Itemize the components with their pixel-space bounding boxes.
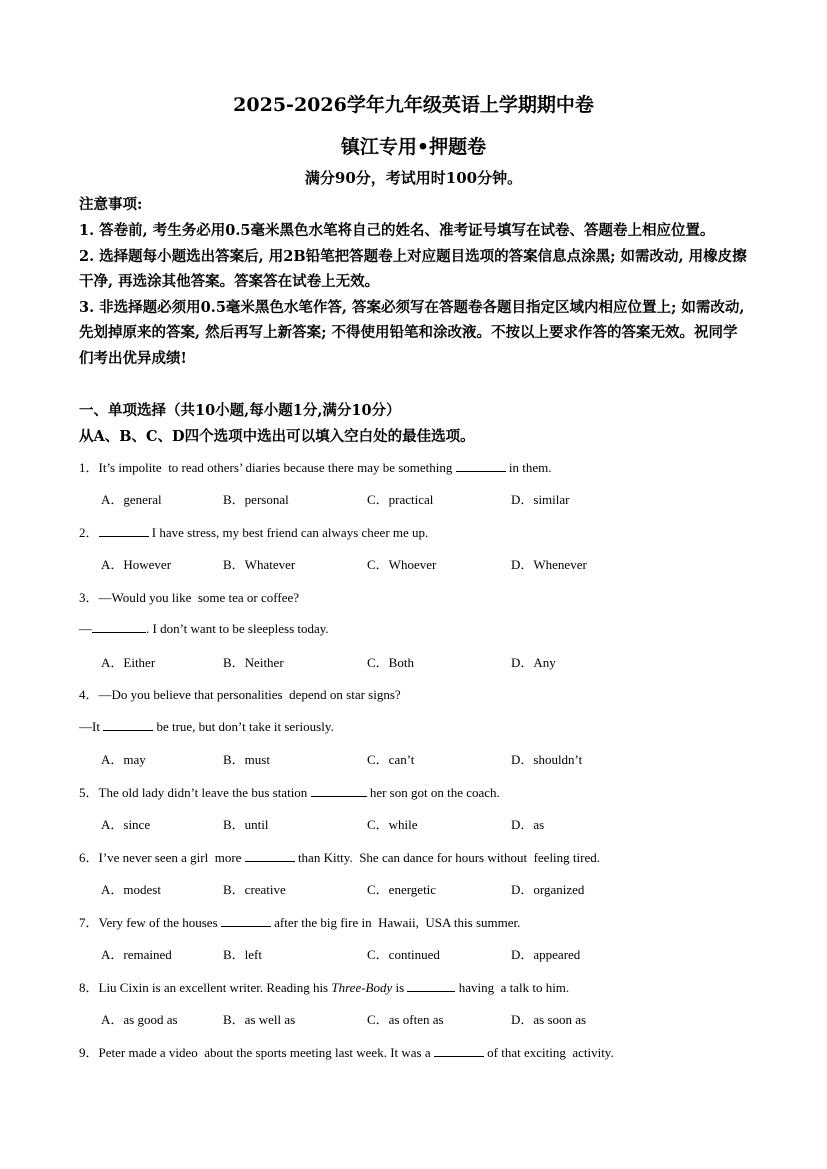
option-c: C．as often as [367, 1012, 444, 1027]
book-title: Three-Body [331, 980, 393, 995]
answer-blank [99, 523, 149, 537]
question-text: of that exciting activity. [483, 1045, 614, 1060]
option-b: B．must [223, 752, 270, 767]
option-b: B．Whatever [223, 557, 296, 572]
option-c: C．can’t [367, 752, 415, 767]
option-b: B．Neither [223, 655, 284, 670]
option-c: C．continued [367, 947, 440, 962]
question-text: I have stress, my best friend can always cheer me up. [148, 525, 429, 540]
question-text: 6．I’ve never seen a girl more [79, 850, 245, 865]
answer-blank [245, 848, 295, 862]
option-b: B．until [223, 817, 269, 832]
section-instruction: 从A、B、C、D四个选项中选出可以填入空白处的最佳选项。 [79, 428, 475, 445]
exam-title: 2025-2026学年九年级英语上学期期中卷 [233, 94, 594, 116]
option-c: C．while [367, 817, 418, 832]
options-1 [101, 489, 661, 507]
options-6 [101, 879, 661, 897]
answer-blank [456, 458, 506, 472]
answer-blank [103, 717, 153, 731]
option-c: C．practical [367, 492, 434, 507]
question-5 [79, 782, 500, 801]
question-8 [79, 977, 569, 996]
option-d: D．Any [511, 655, 556, 670]
notice-item: 3. 非选择题必须用0.5毫米黑色水笔作答, 答案必须写在答题卷各题目指定区域内相应位置上; 如需改动, 先划掉原来的答案, 然后再写上新答案; 不得使用铅笔和涂改液。不按以上要求作答的答案无效。祝同学们考出优异成绩! [79, 298, 745, 367]
question-2 [79, 522, 428, 541]
option-c: C．Both [367, 655, 414, 670]
option-a: A．general [101, 492, 162, 507]
options-3 [101, 652, 661, 670]
option-b: B．creative [223, 882, 286, 897]
question-text: 8．Liu Cixin is an excellent writer. Reading his [79, 980, 332, 995]
question-6 [79, 847, 600, 866]
option-b: B．as well as [223, 1012, 296, 1027]
option-c: C．energetic [367, 882, 437, 897]
options-5 [101, 814, 661, 832]
answer-blank [92, 619, 146, 633]
option-d: D．shouldn’t [511, 752, 583, 767]
option-d: D．appeared [511, 947, 581, 962]
option-d: D．similar [511, 492, 570, 507]
question-text: in them. [505, 460, 552, 475]
option-d: D．as [511, 817, 545, 832]
answer-blank [311, 783, 367, 797]
question-4-reply [79, 717, 334, 735]
option-c: C．Whoever [367, 557, 437, 572]
options-2 [101, 554, 661, 572]
question-text: after the big fire in Hawaii, USA this summer. [270, 915, 521, 930]
question-text: 2． [79, 525, 99, 540]
question-text: 5．The old lady didn’t leave the bus station [79, 785, 311, 800]
question-text: 1．It’s impolite to read others’ diaries because there may be something [79, 460, 456, 475]
option-d: D．Whenever [511, 557, 587, 572]
question-text: than Kitty. She can dance for hours without feeling tired. [294, 850, 600, 865]
notice-item: 1. 答卷前, 考生务必用0.5毫米黑色水笔将自己的姓名、准考证号填写在试卷、答题卷上相应位置。 [79, 222, 715, 239]
option-a: A．may [101, 752, 146, 767]
option-d: D．as soon as [511, 1012, 587, 1027]
exam-subtitle: 镇江专用•押题卷 [340, 136, 487, 158]
question-text: —It [79, 719, 104, 734]
option-a: A．However [101, 557, 172, 572]
question-text: be true, but don’t take it seriously. [153, 719, 334, 734]
question-text: . I don’t want to be sleepless today. [146, 621, 329, 636]
option-d: D．organized [511, 882, 585, 897]
question-text: her son got on the coach. [366, 785, 500, 800]
options-8 [101, 1009, 661, 1027]
question-9 [79, 1042, 614, 1061]
question-7 [79, 912, 520, 931]
option-b: B．left [223, 947, 262, 962]
answer-blank [434, 1043, 484, 1057]
question-text: is [392, 980, 408, 995]
notice-item: 2. 选择题每小题选出答案后, 用2B铅笔把答题卷上对应题目选项的答案信息点涂黑; 如需改动, 用橡皮擦干净, 再选涂其他答案。答案答在试卷上无效。 [79, 247, 747, 290]
question-3: 3．—Would you like some tea or coffee? [79, 590, 300, 605]
option-b: B．personal [223, 492, 289, 507]
question-text: 7．Very few of the houses [79, 915, 221, 930]
question-text: — [79, 621, 92, 636]
section-title: 一、单项选择（共10小题,每小题1分,满分10分） [79, 402, 401, 419]
options-4 [101, 749, 661, 767]
option-a: A．remained [101, 947, 172, 962]
option-a: A．since [101, 817, 151, 832]
question-1 [79, 457, 552, 476]
exam-meta: 满分90分，考试用时100分钟。 [304, 169, 523, 187]
option-a: A．Either [101, 655, 156, 670]
answer-blank [221, 913, 271, 927]
question-4: 4．—Do you believe that personalities depend on star signs? [79, 687, 401, 702]
answer-blank [407, 978, 455, 992]
notice-heading: 注意事项: [79, 196, 143, 213]
options-7 [101, 944, 661, 962]
notice-list [79, 218, 749, 371]
option-a: A．as good as [101, 1012, 178, 1027]
option-a: A．modest [101, 882, 161, 897]
question-text: 9．Peter made a video about the sports meeting last week. It was a [79, 1045, 434, 1060]
question-text: having a talk to him. [455, 980, 570, 995]
question-3-reply [79, 619, 329, 637]
